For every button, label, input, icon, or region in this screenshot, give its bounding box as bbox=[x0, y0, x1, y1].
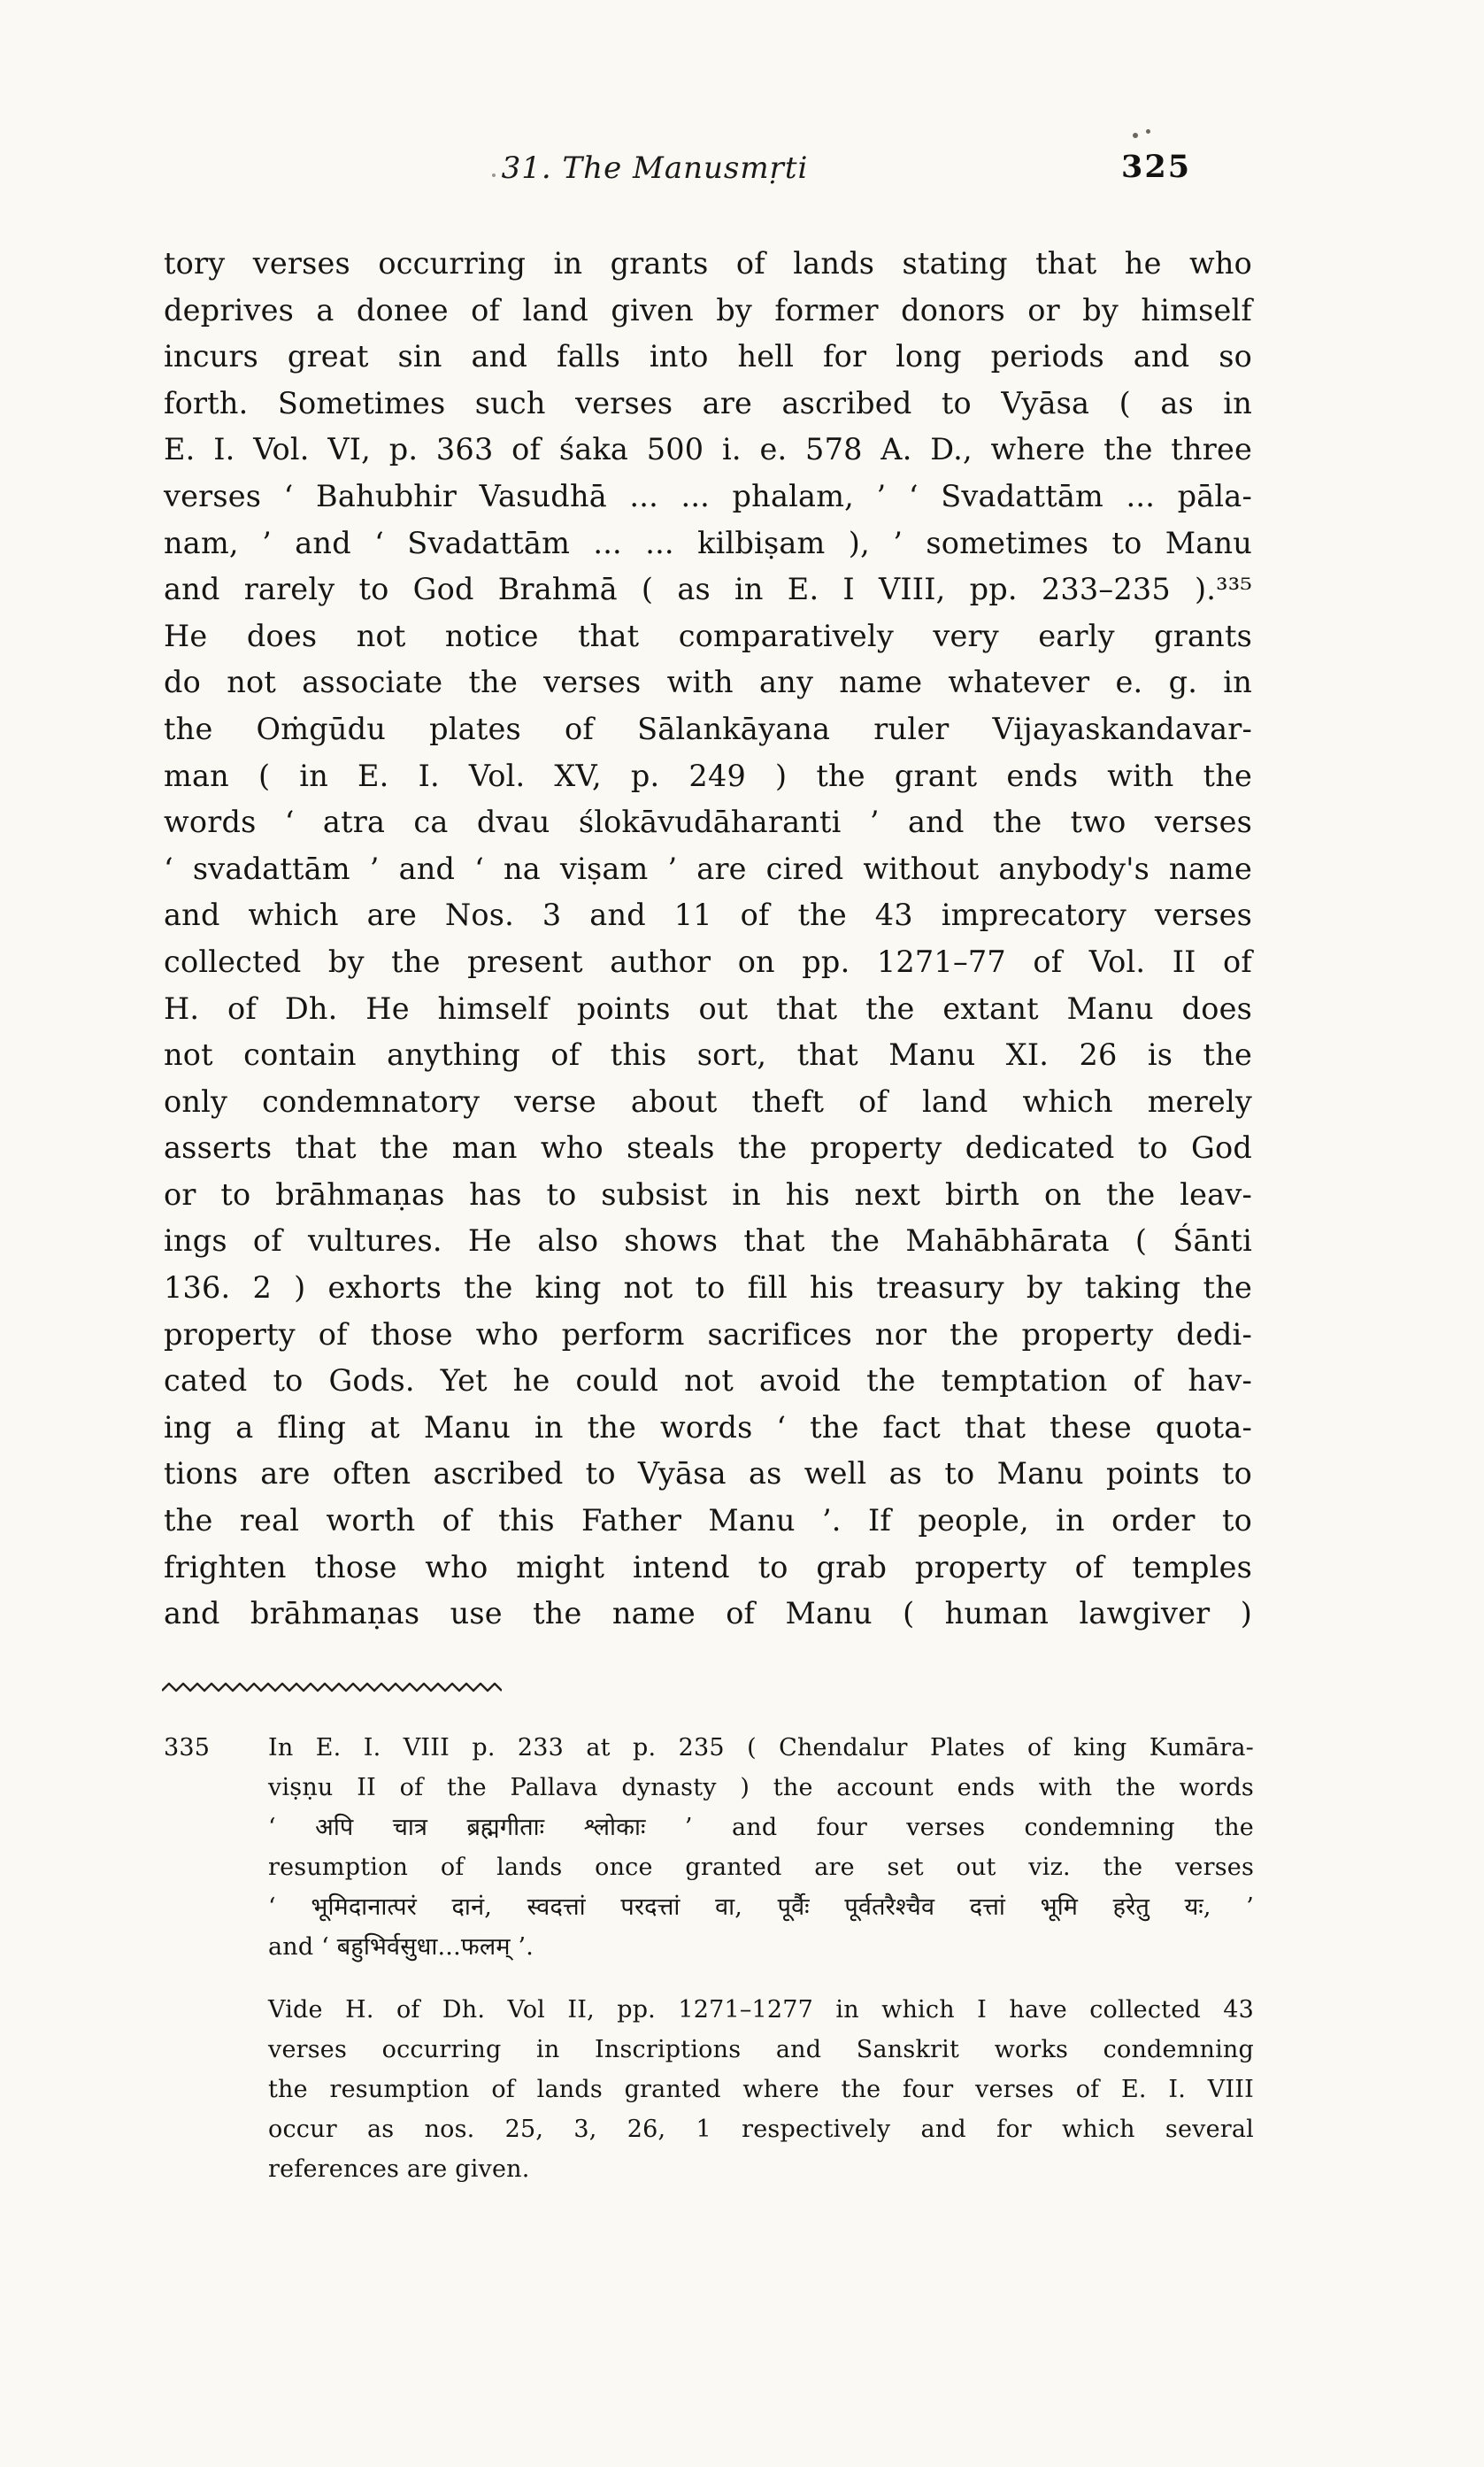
body-line: deprives a donee of land given by former donors or by himself bbox=[164, 292, 1252, 328]
body-line: cated to Gods. Yet he could not avoid the temptation of hav- bbox=[164, 1363, 1252, 1399]
scan-artifact bbox=[1146, 129, 1150, 134]
footnote-line: and ‘ बहुभिर्वसुधा...फलम् ’. bbox=[268, 1933, 534, 1961]
body-line: the real worth of this Father Manu ’. If people, in order to bbox=[164, 1503, 1252, 1538]
footnotes-section bbox=[164, 1728, 1254, 2212]
body-line: tory verses occurring in grants of lands stating that he who bbox=[164, 246, 1252, 281]
body-line: verses ‘ Bahubhir Vasudhā ... ... phalam, ’ ‘ Svadattām ... pāla- bbox=[164, 478, 1252, 513]
body-line: H. of Dh. He himself points out that the extant Manu does bbox=[164, 991, 1252, 1026]
body-line: and brāhmaṇas use the name of Manu ( human lawgiver ) bbox=[164, 1596, 1252, 1631]
footnote-line: ‘ भूमिदानात्परं दानं, स्वदत्तां परदत्तां वा, पूर्वैः पूर्वतरैश्चैव दत्तां भूमि हरेतु यः, ’ bbox=[268, 1893, 1254, 1921]
footnote-line: the resumption of lands granted where the four verses of E. I. VIII bbox=[268, 2076, 1254, 2103]
body-line: tions are often ascribed to Vyāsa as well as to Manu points to bbox=[164, 1456, 1252, 1492]
body-line: man ( in E. I. Vol. XV, p. 249 ) the grant ends with the bbox=[164, 758, 1252, 793]
running-header bbox=[164, 150, 1252, 204]
body-line: and rarely to God Brahmā ( as in E. I VIII, pp. 233–235 ).³³⁵ bbox=[164, 572, 1252, 607]
body-line: frighten those who might intend to grab property of temples bbox=[164, 1549, 1252, 1584]
footnote-line: viṣṇu II of the Pallava dynasty ) the account ends with the words bbox=[268, 1774, 1254, 1801]
body-line: incurs great sin and falls into hell for long periods and so bbox=[164, 339, 1252, 374]
footnote bbox=[164, 1990, 1254, 2189]
body-line: ings of vultures. He also shows that the Mahābhārata ( Śānti bbox=[164, 1223, 1252, 1259]
body-line: nam, ’ and ‘ Svadattām ... ... kilbiṣam ), ’ sometimes to Manu bbox=[164, 525, 1252, 560]
footnote-lines bbox=[268, 1990, 1254, 2189]
body-line: not contain anything of this sort, that Manu XI. 26 is the bbox=[164, 1037, 1252, 1073]
body-line: forth. Sometimes such verses are ascribed to Vyāsa ( as in bbox=[164, 385, 1252, 420]
body-line: He does not notice that comparatively very early grants bbox=[164, 618, 1252, 653]
footnote bbox=[164, 1728, 1254, 1967]
footnote-line: verses occurring in Inscriptions and Sanskrit works condemning bbox=[268, 2036, 1254, 2063]
body-line: E. I. Vol. VI, p. 363 of śaka 500 i. e. 578 A. D., where the three bbox=[164, 432, 1252, 467]
body-line: property of those who perform sacrifices nor the property dedi- bbox=[164, 1316, 1252, 1352]
footnote-marker bbox=[164, 1990, 268, 2189]
body-line: 136. 2 ) exhorts the king not to fill his treasury by taking the bbox=[164, 1270, 1252, 1306]
footnote-line: Vide H. of Dh. Vol II, pp. 1271–1277 in which I have collected 43 bbox=[268, 1996, 1254, 2024]
body-line: do not associate the verses with any name whatever e. g. in bbox=[164, 665, 1252, 700]
body-line: and which are Nos. 3 and 11 of the 43 imprecatory verses bbox=[164, 898, 1252, 933]
body-line: only condemnatory verse about theft of land which merely bbox=[164, 1083, 1252, 1119]
scan-artifact bbox=[1133, 133, 1138, 138]
page-number: 325 bbox=[1121, 149, 1192, 185]
footnote-line: references are given. bbox=[268, 2155, 530, 2183]
body-line: asserts that the man who steals the property dedicated to God bbox=[164, 1130, 1252, 1166]
page-title: 31. The Manusmṛti bbox=[501, 150, 809, 186]
footnote-marker: 335 bbox=[164, 1734, 211, 1762]
footnote-line: In E. I. VIII p. 233 at p. 235 ( Chendalur Plates of king Kumāra- bbox=[268, 1734, 1254, 1762]
body-line: collected by the present author on pp. 1271–77 of Vol. II of bbox=[164, 944, 1252, 979]
footnote-line: resumption of lands once granted are set out viz. the verses bbox=[268, 1854, 1254, 1881]
footnote-line: occur as nos. 25, 3, 26, 1 respectively and for which several bbox=[268, 2116, 1254, 2143]
body-line: or to brāhmaṇas has to subsist in his next birth on the leav- bbox=[164, 1176, 1252, 1212]
body-line: the Oṁgūdu plates of Sālankāyana ruler Vijayaskandavar- bbox=[164, 711, 1252, 746]
footnote-divider bbox=[162, 1680, 502, 1694]
footnote-line: ‘ अपि चात्र ब्रह्मगीताः श्लोकाः ’ and four verses condemning the bbox=[268, 1814, 1254, 1841]
body-line: words ‘ atra ca dvau ślokāvudāharanti ’ and the two verses bbox=[164, 805, 1252, 840]
body-line: ing a fling at Manu in the words ‘ the fact that these quota- bbox=[164, 1409, 1252, 1445]
body-line: ‘ svadattām ’ and ‘ na viṣam ’ are cired without anybody's name bbox=[164, 851, 1252, 886]
body-text bbox=[164, 241, 1252, 1638]
footnote-lines bbox=[268, 1728, 1254, 1967]
